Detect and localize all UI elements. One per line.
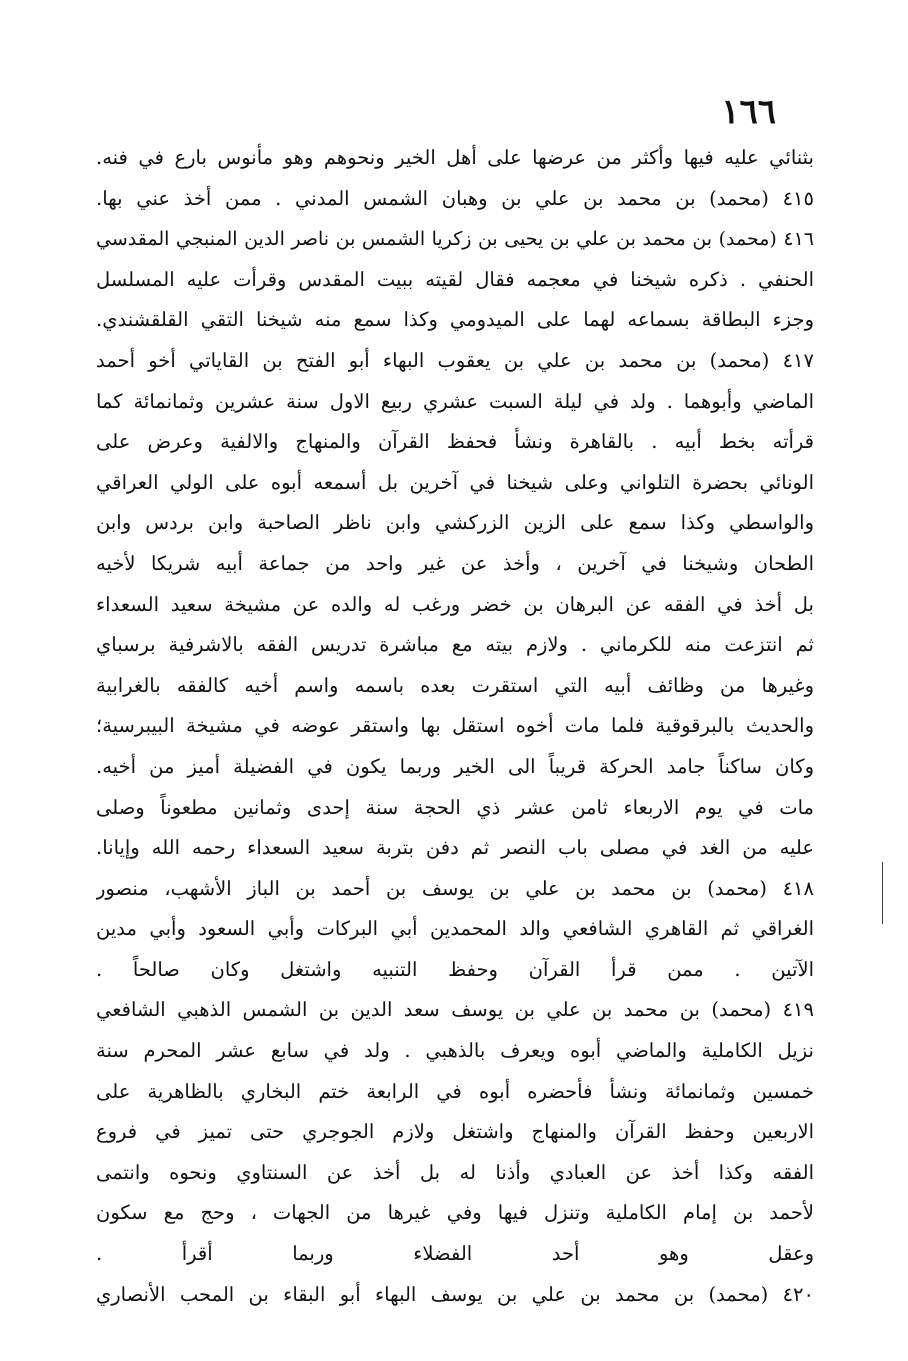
text-line: ثم انتزعت منه للكرماني . ولازم بيته مع مباشرة تدريس الفقه بالاشرفية برسباي <box>96 633 814 657</box>
text-line: ٤١٦ (محمد) بن محمد بن علي بن يحيى بن زكريا الشمس بن ناصر الدين المنبجي المقدسي <box>96 228 814 251</box>
text-line: الآتين . ممن قرأ القرآن وحفظ التنبيه واشتغل وكان صالحاً . <box>96 957 814 981</box>
margin-line <box>882 862 883 924</box>
text-line: وعقل وهو أحد الفضلاء وربما أقرأ . <box>96 1242 814 1266</box>
text-line: والحديث بالبرقوقية فلما مات أخوه استقل بها واستقر عوضه في مشيخة البيبرسية؛ <box>96 714 814 738</box>
text-line: نزيل الكاملية والماضي أبوه ويعرف بالذهبي . ولد في سابع عشر المحرم سنة <box>96 1039 814 1063</box>
text-line: وغيرها من وظائف أبيه التي استقرت بعده باسمه واسم أخيه كالفقه بالغرابية <box>96 673 814 697</box>
text-line: ٤٢٠ (محمد) بن محمد بن علي بن يوسف البهاء أبو البقاء بن المحب الأنصاري <box>96 1282 814 1306</box>
text-line: ٤١٥ (محمد) بن محمد بن علي بن وهبان الشمس المدني . ممن أخذ عني بها. <box>96 186 814 210</box>
text-line: قرأته بخط أبيه . بالقاهرة ونشأ فحفظ القرآن والمنهاج والالفية وعرض على <box>96 430 814 454</box>
text-line: الحنفي . ذكره شيخنا في معجمه فقال لقيته ببيت المقدس وقرأت عليه المسلسل <box>96 267 814 291</box>
text-line: ٤١٧ (محمد) بن محمد بن علي بن يعقوب البهاء أبو الفتح بن القاياتي أخو أحمد <box>96 348 814 372</box>
text-line: عليه من الغد في مصلى باب النصر ثم دفن بتربة سعيد السعداء رحمه الله وإيانا. <box>96 836 814 860</box>
text-line: بثنائي عليه فيها وأكثر من عرضها على أهل الخير ونحوهم وهو مأنوس بارع في فنه. <box>96 146 814 169</box>
text-line: الماضي وأبوهما . ولد في ليلة السبت عشري ربيع الاول سنة عشرين وثمانمائة كما <box>96 389 814 413</box>
text-line: الفقه وكذا أخذ عن العبادي وأذنا له بل أخذ عن السنتاوي ونحوه وانتمى <box>96 1160 814 1184</box>
document-body <box>96 138 814 1315</box>
text-line: الغراقي ثم القاهري الشافعي والد المحمدين أبي البركات وأبي السعود وأبي مدين <box>96 917 814 941</box>
text-line: ٤١٩ (محمد) بن محمد بن علي بن يوسف سعد الدين بن الشمس الذهبي الشافعي <box>96 998 814 1022</box>
text-line: والواسطي وكذا سمع على الزين الزركشي وابن ناظر الصاحبة وابن بردس وابن <box>96 511 814 535</box>
text-line: ٤١٨ (محمد) بن محمد بن علي بن يوسف بن أحمد بن الباز الأشهب، منصور <box>96 876 814 900</box>
text-line: الطحان وشيخنا في آخرين ، وأخذ عن غير واحد من جماعة أبيه شريكا لأخيه <box>96 551 814 575</box>
text-line: الاربعين وحفظ القرآن والمنهاج واشتغل ولازم الجوجري حتى تميز في فروع <box>96 1120 814 1144</box>
text-line: بل أخذ في الفقه عن البرهان بن خضر ورغب له والده عن مشيخة سعيد السعداء <box>96 592 814 616</box>
text-line: مات في يوم الاربعاء ثامن عشر ذي الحجة سنة إحدى وثمانين مطعوناً وصلى <box>96 795 814 819</box>
text-line: وجزء البطاقة بسماعه لهما على الميدومي وكذا سمع منه شيخنا التقي القلقشندي. <box>96 308 814 332</box>
text-line: لأحمد بن إمام الكاملية وتنزل فيها وفي غيرها من الجهات ، وحج مع سكون <box>96 1201 814 1225</box>
text-line: الونائي بحضرة التلواني وعلى شيخنا في آخرين بل أسمعه أبوه على الولي العراقي <box>96 470 814 494</box>
text-line: وكان ساكناً جامد الحركة قريباً الى الخير وربما يكون في الفضيلة أميز من أخيه. <box>96 754 814 778</box>
page-number: ١٦٦ <box>721 92 776 132</box>
text-line: خمسين وثمانمائة ونشأ فأحضره أبوه في الرابعة ختم البخاري بالظاهرية على <box>96 1079 814 1103</box>
